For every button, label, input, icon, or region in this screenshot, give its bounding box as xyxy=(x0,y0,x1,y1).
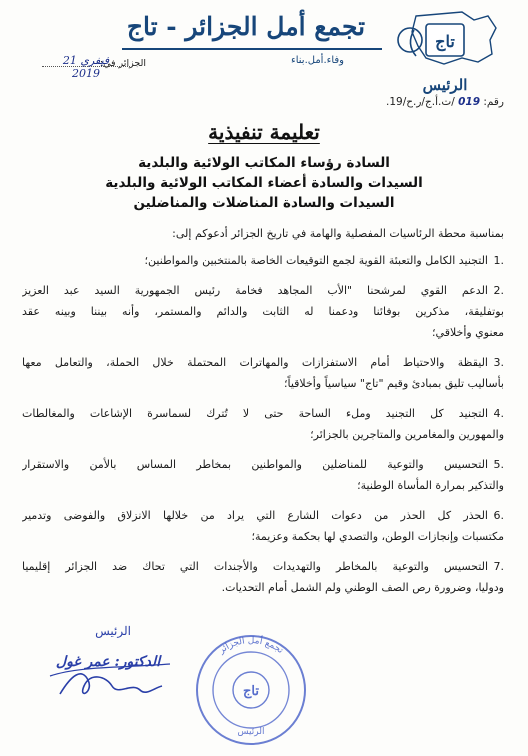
signatory-name: الدكتور: عمر غول xyxy=(55,654,161,670)
document-body xyxy=(22,226,504,598)
item-text: بأساليب تليق بمبادئ وقيم "تاج" سياسياً وأخلاقياً؛ xyxy=(283,377,504,390)
list-item xyxy=(22,454,504,496)
list-item xyxy=(22,250,504,271)
stamp-outer-text: تجمع أمل الجزائر xyxy=(217,635,286,656)
recipient-line: السادة رؤساء المكاتب الولائية والبلدية xyxy=(138,155,390,171)
letterhead xyxy=(0,0,528,112)
document-title: تعليمة تنفيذية xyxy=(208,120,320,144)
item-text: الدعم القوي لمرشحنا "الأب المجاهد فخامة رئيس الجمهورية السيد عبد العزيز xyxy=(22,284,488,297)
intro-paragraph: بمناسبة محطة الرئاسيات المفصلية والهامة في تاريخ الجزائر أدعوكم إلى: xyxy=(172,227,504,240)
stamp-bottom-text: الرئيس xyxy=(237,727,265,737)
recipients-block xyxy=(60,153,468,213)
item-number: 4. xyxy=(493,407,504,420)
ref-handwritten-number: 019 xyxy=(458,96,481,108)
recipient-line: السيدات والسادة المناضلات والمناضلين xyxy=(133,195,395,211)
item-text: ودوليا، وضرورة رص الصف الوطني ولم الشمل أمام التحديات. xyxy=(221,581,504,594)
party-slogan: وفاء.أمل.بناء xyxy=(291,55,344,66)
official-stamp-icon xyxy=(176,628,326,748)
stamp-inner-text: تاج xyxy=(243,684,259,699)
item-text: والتذكير بمرارة المأساة الوطنية؛ xyxy=(357,479,504,492)
item-number: 1. xyxy=(493,254,504,267)
item-number: 6. xyxy=(493,509,504,522)
item-number: 7. xyxy=(493,560,504,573)
signature-block xyxy=(20,624,190,734)
president-heading: الرئيس xyxy=(422,76,468,94)
recipient-line: السيدات والسادة أعضاء المكاتب الولائية والبلدية xyxy=(105,175,423,191)
item-text: التحسيس والتوعية للمناضلين والمواطنين بمخاطر المساس بالأمن والاستقرار xyxy=(22,458,488,471)
list-item xyxy=(22,280,504,343)
item-number: 5. xyxy=(493,458,504,471)
list-item xyxy=(22,505,504,547)
party-name: تجمع أمل الجزائر - تاج xyxy=(96,14,396,39)
item-text: التجنيد الكامل والتعبئة القوية لجمع التوقيعات الخاصة بالمنتخبين والمواطنين؛ xyxy=(144,254,488,267)
ref-prefix: رقم: xyxy=(483,96,504,108)
taj-party-logo-icon xyxy=(392,6,502,68)
item-text: معنوي وأخلاقي؛ xyxy=(432,326,504,339)
handwritten-signature-icon xyxy=(20,646,190,706)
ref-suffix: /ت.أ.ج/ر.ح/19. xyxy=(385,96,455,108)
reference-number xyxy=(336,96,504,108)
list-item xyxy=(22,556,504,598)
list-item xyxy=(22,352,504,394)
item-text: التحسيس والتوعية بالمخاطر والتهديدات والأجندات التي تحاك ضد الجزائر إقليميا xyxy=(22,560,488,573)
item-number: 2. xyxy=(493,284,504,297)
date-label: الجزائر في: xyxy=(99,58,146,69)
logo-text: تاج xyxy=(435,32,455,51)
item-text: بوتفليقة، مذكرين بوفائنا ودعمنا له الثابت والدائم والمستمر، وأنه بيننا وبينه عقد xyxy=(22,305,504,318)
item-text: اليقظة والاحتياط أمام الاستفزازات والمهاترات المحتملة خلال الحملة، والتعامل معها xyxy=(22,356,488,369)
date-value: 21 فيفري 2019 xyxy=(62,54,110,80)
item-text: التجنيد كل التجنيد وملء الساحة حتى لا تُترك لسماسرة الإشاعات والمغالطات xyxy=(22,407,488,420)
item-text: الحذر كل الحذر من دعوات الشارع التي يراد من خلالها الانزلاق والفوضى وتدمير xyxy=(22,509,488,522)
item-text: مكتسبات وإنجازات الوطن، والتصدي لها بحكمة وعزيمة؛ xyxy=(251,530,504,543)
svg-text:تجمع أمل الجزائر xyxy=(216,635,285,657)
item-text: والمهورين والمغامرين والمتاجرين بالجزائر؛ xyxy=(310,428,504,441)
item-number: 3. xyxy=(493,356,504,369)
list-item xyxy=(22,403,504,445)
signature-title: الرئيس xyxy=(95,624,131,638)
